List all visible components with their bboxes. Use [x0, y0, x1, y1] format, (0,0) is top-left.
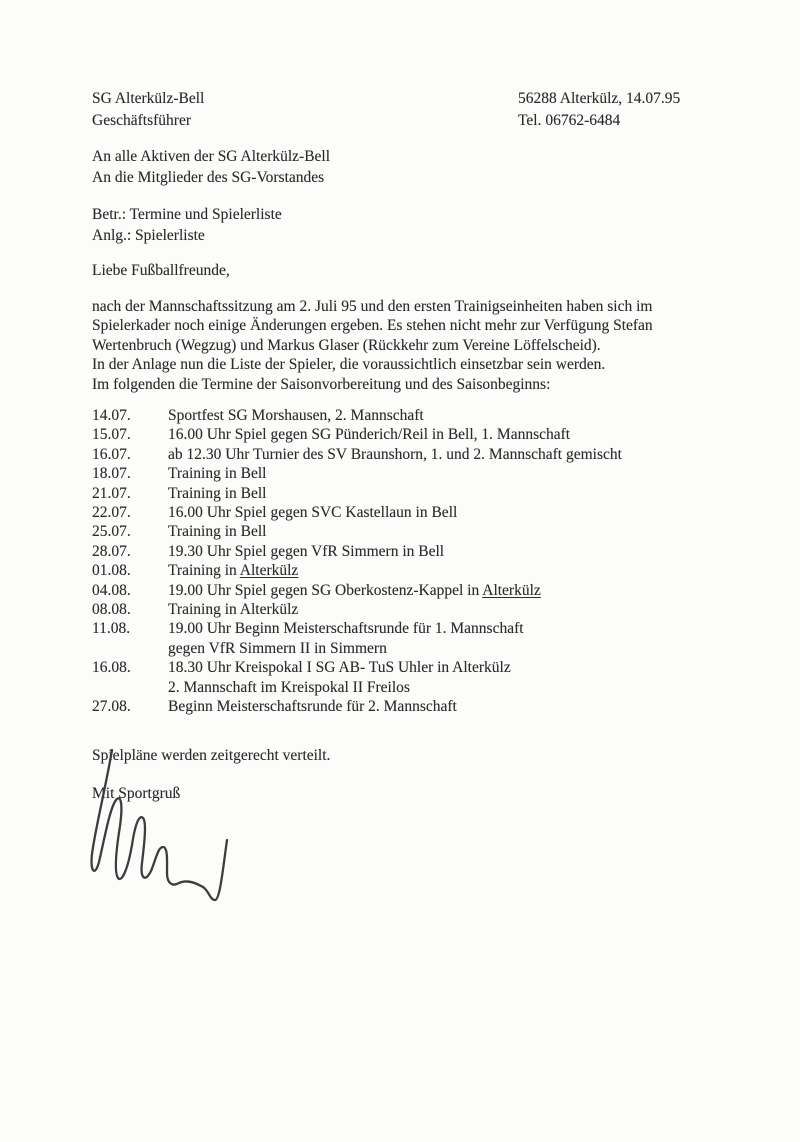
schedule-row: [92, 503, 622, 522]
schedule-entry-line: Training in Bell: [168, 465, 267, 483]
sender-name: SG Alterkülz-Bell: [92, 90, 205, 107]
sender-role: Geschäftsführer: [92, 112, 191, 129]
schedule-row: [92, 581, 622, 600]
schedule-entry-line: 16.00 Uhr Spiel gegen SG Pünderich/Reil in Bell, 1. Mannschaft: [168, 426, 571, 444]
schedule-date: 27.08.: [92, 698, 131, 716]
distribution-note: Spielpläne werden zeitgerecht verteilt.: [92, 747, 331, 764]
body-line: nach der Mannschaftssitzung am 2. Juli 95 und den ersten Trainigseinheiten haben sich im: [92, 298, 653, 315]
schedule-entry-line: 18.30 Uhr Kreispokal I SG AB- TuS Uhler in Alterkülz: [168, 659, 511, 677]
schedule-date: 21.07.: [92, 484, 131, 502]
schedule-entry: [168, 542, 444, 561]
schedule-entry-line: Training in Alterkülz: [168, 562, 299, 580]
schedule-entry-line: ab 12.30 Uhr Turnier des SV Braunshorn, 1. und 2. Mannschaft gemischt: [168, 445, 622, 463]
schedule-entry: [168, 697, 457, 716]
schedule-entry: [168, 484, 266, 503]
schedule-entry-line: Training in Bell: [168, 523, 267, 541]
schedule-entry: [168, 503, 457, 522]
schedule-row: [92, 464, 622, 483]
schedule-entry-line: gegen VfR Simmern II in Simmern: [168, 639, 387, 657]
schedule-row: [92, 658, 622, 697]
schedule-row: [92, 619, 622, 658]
schedule-row: [92, 425, 622, 444]
schedule-date: 14.07.: [92, 407, 131, 424]
schedule-row: [92, 697, 622, 716]
schedule-list: [92, 406, 622, 717]
schedule-row: [92, 406, 622, 425]
schedule-entry-line: 16.00 Uhr Spiel gegen SVC Kastellaun in Bell: [168, 504, 458, 522]
body-line: Wertenbruch (Wegzug) und Markus Glaser (Rückkehr zum Vereine Löffelscheid).: [92, 336, 601, 354]
schedule-date: 15.07.: [92, 426, 131, 444]
recipients-block: [92, 146, 330, 188]
schedule-entry-line: Sportfest SG Morshausen, 2. Mannschaft: [168, 407, 424, 424]
schedule-date: 16.07.: [92, 445, 131, 463]
recipient-line: An die Mitglieder des SG-Vorstandes: [92, 169, 325, 186]
schedule-date: 25.07.: [92, 523, 131, 541]
schedule-entry: [168, 445, 622, 464]
handwritten-signature: [84, 748, 244, 908]
schedule-entry-line: 19.30 Uhr Spiel gegen VfR Simmern in Bell: [168, 542, 445, 560]
schedule-entry: [168, 581, 541, 600]
schedule-row: [92, 445, 622, 464]
schedule-date: 22.07.: [92, 504, 131, 522]
schedule-row: [92, 522, 622, 541]
schedule-entry-line: 19.00 Uhr Beginn Meisterschaftsrunde für 1. Mannschaft: [168, 620, 524, 638]
schedule-entry: [168, 561, 298, 580]
schedule-row: [92, 600, 622, 619]
schedule-entry-line: Training in Bell: [168, 484, 267, 502]
subject-block: [92, 204, 282, 246]
schedule-date: 18.07.: [92, 465, 131, 483]
body-line: Spielerkader noch einige Änderungen ergeben. Es stehen nicht mehr zur Verfügung Stefan: [92, 317, 653, 335]
recipient-line: An alle Aktiven der SG Alterkülz-Bell: [92, 148, 331, 165]
schedule-entry: [168, 425, 570, 444]
schedule-entry-line: 19.00 Uhr Spiel gegen SG Oberkostenz-Kappel in Alterkülz: [168, 581, 541, 599]
salutation: Liebe Fußballfreunde,: [92, 262, 230, 279]
schedule-date: 28.07.: [92, 542, 131, 560]
subject-line: Betr.: Termine und Spielerliste: [92, 206, 282, 223]
schedule-date: 04.08.: [92, 581, 131, 599]
schedule-entry: [168, 658, 511, 697]
body-line: In der Anlage nun die Liste der Spieler, die voraussichtlich einsetzbar sein werden.: [92, 356, 606, 374]
schedule-entry: [168, 619, 524, 658]
body-line: Im folgenden die Termine der Saisonvorbereitung und des Saisonbeginns:: [92, 375, 551, 393]
date-block: [518, 88, 680, 132]
schedule-entry-line: Training in Alterkülz: [168, 601, 299, 619]
sender-block: [92, 88, 204, 132]
schedule-date: 11.08.: [92, 620, 131, 638]
regards-line: Mit Sportgruß: [92, 785, 181, 802]
schedule-date: 01.08.: [92, 562, 131, 580]
schedule-row: [92, 542, 622, 561]
schedule-date: 08.08.: [92, 601, 131, 619]
attachment-line: Anlg.: Spielerliste: [92, 227, 205, 244]
place-date: 56288 Alterkülz, 14.07.95: [518, 90, 681, 107]
schedule-entry: [168, 600, 298, 619]
schedule-entry: [168, 464, 266, 483]
schedule-entry-line: 2. Mannschaft im Kreispokal II Freilos: [168, 678, 410, 696]
schedule-date: 16.08.: [92, 659, 131, 677]
schedule-entry-line: Beginn Meisterschaftsrunde für 2. Mannschaft: [168, 698, 457, 716]
schedule-entry: [168, 522, 266, 541]
schedule-entry: [168, 406, 424, 425]
body-paragraph: [92, 297, 653, 394]
schedule-row: [92, 561, 622, 580]
schedule-row: [92, 484, 622, 503]
phone-number: Tel. 06762-6484: [518, 112, 621, 129]
